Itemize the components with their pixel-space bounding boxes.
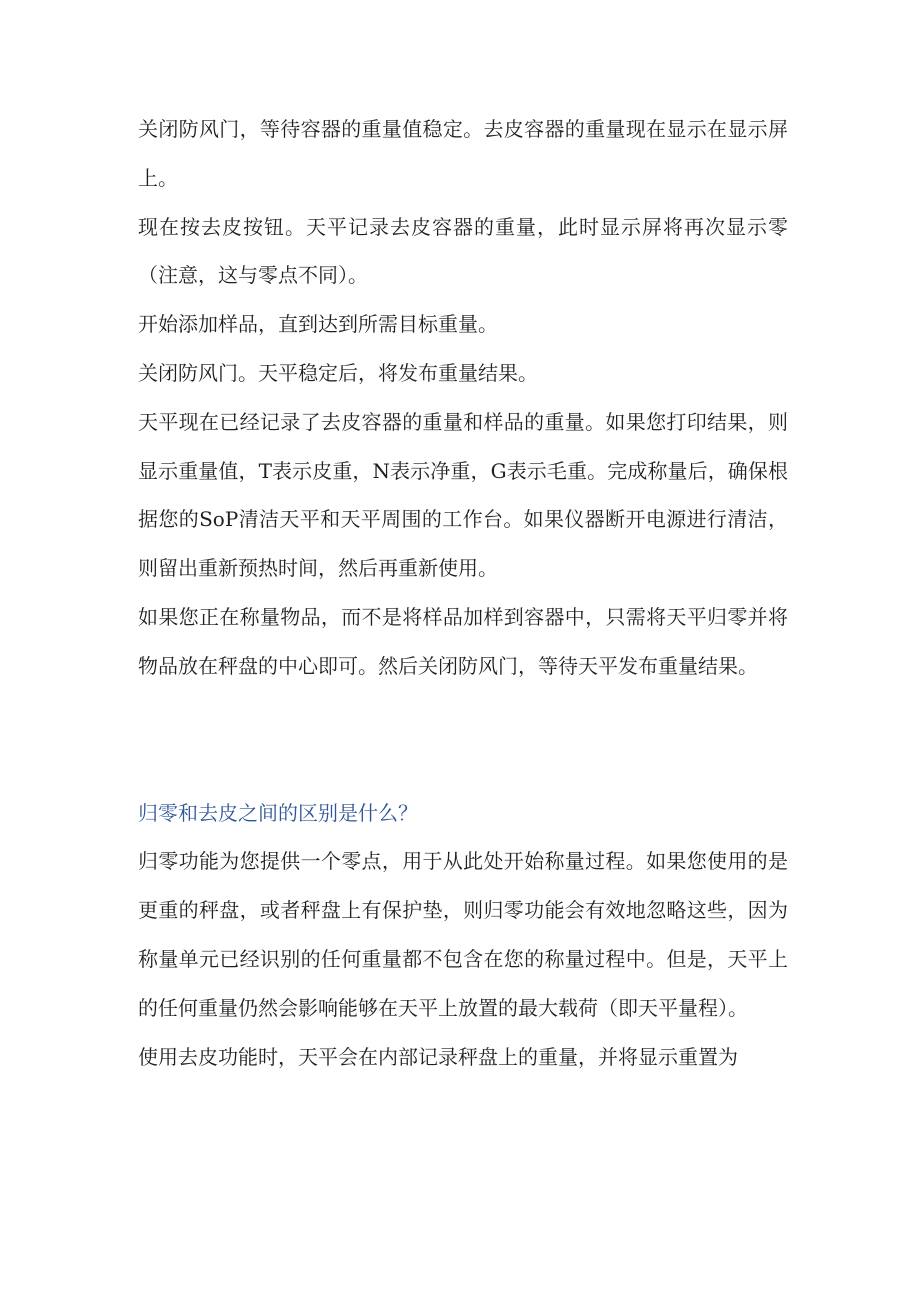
section-spacer: [138, 691, 788, 789]
paragraph-close-draft-shield: 关闭防风门，等待容器的重量值稳定。去皮容器的重量现在显示在显示屏上。: [138, 117, 788, 190]
document-body: [138, 105, 788, 1081]
paragraph-weighing-items: 如果您正在称量物品，而不是将样品加样到容器中，只需将天平归零并将物品放在秤盘的中心即可。然后关闭防风门，等待天平发布重量结果。: [138, 604, 788, 678]
paragraph-press-tare: 现在按去皮按钮。天平记录去皮容器的重量，此时显示屏将再次显示零（注意，这与零点不同）。: [138, 214, 788, 288]
paragraph-add-sample: 开始添加样品，直到达到所需目标重量。: [138, 312, 498, 337]
section-heading: 归零和去皮之间的区别是什么？: [138, 800, 418, 825]
paragraph-zero-function: 归零功能为您提供一个零点，用于从此处开始称量过程。如果您使用的是更重的秤盘，或者秤盘上有保护垫，则归零功能会有效地忽略这些，因为称量单元已经识别的任何重量都不包含在您的称量过程中。但是，天平上的任何重量仍然会影响能够在天平上放置的最大载荷（即天平量程）。: [138, 849, 788, 1020]
paragraph-recorded-weights: 天平现在已经记录了去皮容器的重量和样品的重量。如果您打印结果，则显示重量值，T表示皮重，N表示净重，G表示毛重。完成称量后，确保根据您的SoP清洁天平和天平周围的工作台。如果仪器断开电源进行清洁，则留出重新预热时间，然后再重新使用。: [138, 409, 788, 581]
paragraph-tare-function: 使用去皮功能时，天平会在内部记录秤盘上的重量，并将显示重置为: [138, 1044, 738, 1069]
paragraph-weight-result: 关闭防风门。天平稳定后，将发布重量结果。: [138, 360, 538, 385]
